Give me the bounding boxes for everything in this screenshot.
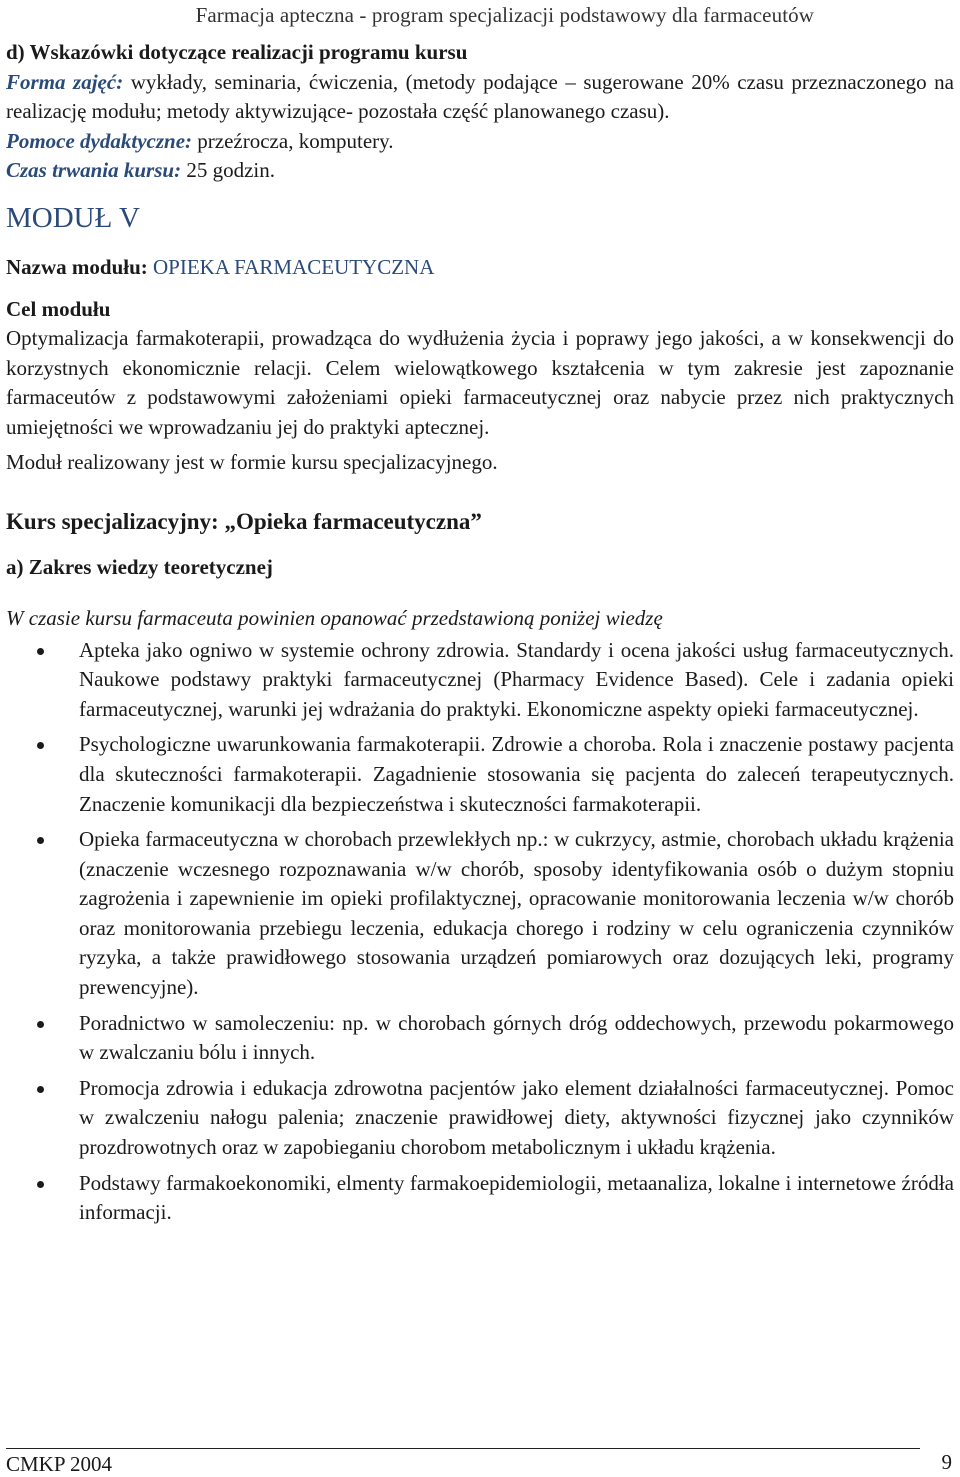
czas-paragraph [6, 156, 954, 186]
list-item-text: Psychologiczne uwarunkowania farmakoterapii. Zdrowie a choroba. Rola i znaczenie postawy pacjenta dla skuteczności farmakoterapii. Zagadnienie stosowania się pacjenta do zaleceń terapeutycznych. Znaczenie komunikacji dla bezpieczeństwa i skuteczności farmakoterapii. [79, 732, 954, 816]
module-goal-text-1: Optymalizacja farmakoterapii, prowadząca do wydłużenia życia i poprawy jego jakości, a w konsekwencji do korzystnych ekonomicznie relacji. [6, 325, 954, 380]
module-name-value: OPIEKA FARMACEUTYCZNA [153, 254, 435, 279]
module-name-heading [6, 252, 954, 282]
list-item [6, 730, 954, 819]
module-goal-heading: Cel modułu [6, 296, 111, 321]
list-item-text: Apteka jako ogniwo w systemie ochrony zdrowia. Standardy i ocena jakości usług farmaceutycznych. Naukowe podstawy praktyki farmaceutycznej (Pharmacy Evidence Based). Cele i zadania opieki farmaceutycznej, warunki jej wdrażania do praktyki. Ekonomiczne aspekty opieki farmaceutycznej. [79, 637, 954, 721]
list-item [6, 1009, 954, 1068]
czas-text: 25 godzin. [181, 158, 275, 183]
bullet-icon [37, 1021, 44, 1028]
page-content [6, 38, 954, 1234]
forma-zajec-paragraph [6, 68, 954, 127]
bullet-icon [37, 1181, 44, 1188]
forma-text: wykłady, seminaria, ćwiczenia, (metody podające – sugerowane 20% czasu przeznaczonego na realizację modułu; metody aktywizujące- pozostała część planowanego czasu). [6, 69, 955, 124]
bullet-icon [37, 742, 44, 749]
pomoce-label: Pomoce dydaktyczne: [6, 128, 193, 153]
list-item [6, 636, 954, 725]
footer-publisher: CMKP 2004 [6, 1452, 112, 1476]
list-item-text: Promocja zdrowia i edukacja zdrowotna pacjentów jako element działalności farmaceutycznej. Pomoc w zwalczeniu nałogu palenia; znaczenie prawidłowej diety, aktywności fizycznej jako czynników prozdrowotnych oraz w zapobieganiu chorobom metabolicznym i układu krążenia. [79, 1075, 954, 1160]
page-number: 9 [941, 1450, 952, 1474]
list-item-text: Poradnictwo w samoleczeniu: np. w chorobach górnych dróg oddechowych, przewodu pokarmowego w zwalczaniu bólu i innych. [79, 1010, 954, 1065]
module-title: MODUŁ V [6, 201, 140, 234]
course-title: Kurs specjalizacyjny: „Opieka farmaceutyczna” [6, 508, 482, 534]
pomoce-text: przeźrocza, komputery. [192, 128, 394, 153]
footer-divider [6, 1448, 920, 1449]
module-goal-text-2: Celem wielowątkowego kształcenia w tym zakresie jest zapoznanie farmaceutów z podstawowymi założeniami opieki farmaceutycznej oraz nabycie przez nich praktycznych umiejętności we wprowadzaniu jej do praktyki aptecznej. [6, 355, 955, 439]
theory-topics-list [6, 636, 954, 1228]
list-item [6, 1074, 954, 1163]
bullet-icon [37, 1086, 44, 1093]
pomoce-paragraph [6, 127, 954, 157]
list-item-text: Opieka farmaceutyczna w chorobach przewlekłych np.: w cukrzycy, astmie, chorobach układu krążenia (znaczenie wczesnego rozpoznawania w/w chorób, sposoby identyfikowania osób o dużym stopniu zagrożenia i zapewnienie im opieki profilaktycznej, opracowanie monitorowania leczenia w/w chorób oraz monitorowania przebiegu leczenia, edukacja chorego i rodziny w celu ograniczenia czynników ryzyka, a także prawidłowego stosowania urządzeń pomiarowych oraz dozujących leki, programy prewencyjne). [79, 827, 954, 1000]
module-form-text: Moduł realizowany jest w formie kursu specjalizacyjnego. [6, 450, 498, 475]
czas-label: Czas trwania kursu: [6, 158, 182, 183]
module-name-label: Nazwa modułu: [6, 254, 154, 279]
list-item [6, 1169, 954, 1228]
section-d-heading: d) Wskazówki dotyczące realizacji programu kursu [6, 40, 468, 64]
module-goal-text [6, 324, 954, 442]
bullet-icon [37, 648, 44, 655]
forma-label: Forma zajęć: [6, 69, 124, 94]
list-item [6, 825, 954, 1003]
list-item-text: Podstawy farmakoekonomiki, elmenty farmakoepidemiologii, metaanaliza, lokalne i internetowe źródła informacji. [79, 1170, 954, 1225]
running-header: Farmacja apteczna - program specjalizacji podstawowy dla farmaceutów [195, 3, 814, 27]
theory-scope-heading: a) Zakres wiedzy teoretycznej [6, 554, 273, 579]
bullet-icon [37, 837, 44, 844]
theory-intro: W czasie kursu farmaceuta powinien opanować przedstawioną poniżej wiedzę [6, 605, 663, 630]
